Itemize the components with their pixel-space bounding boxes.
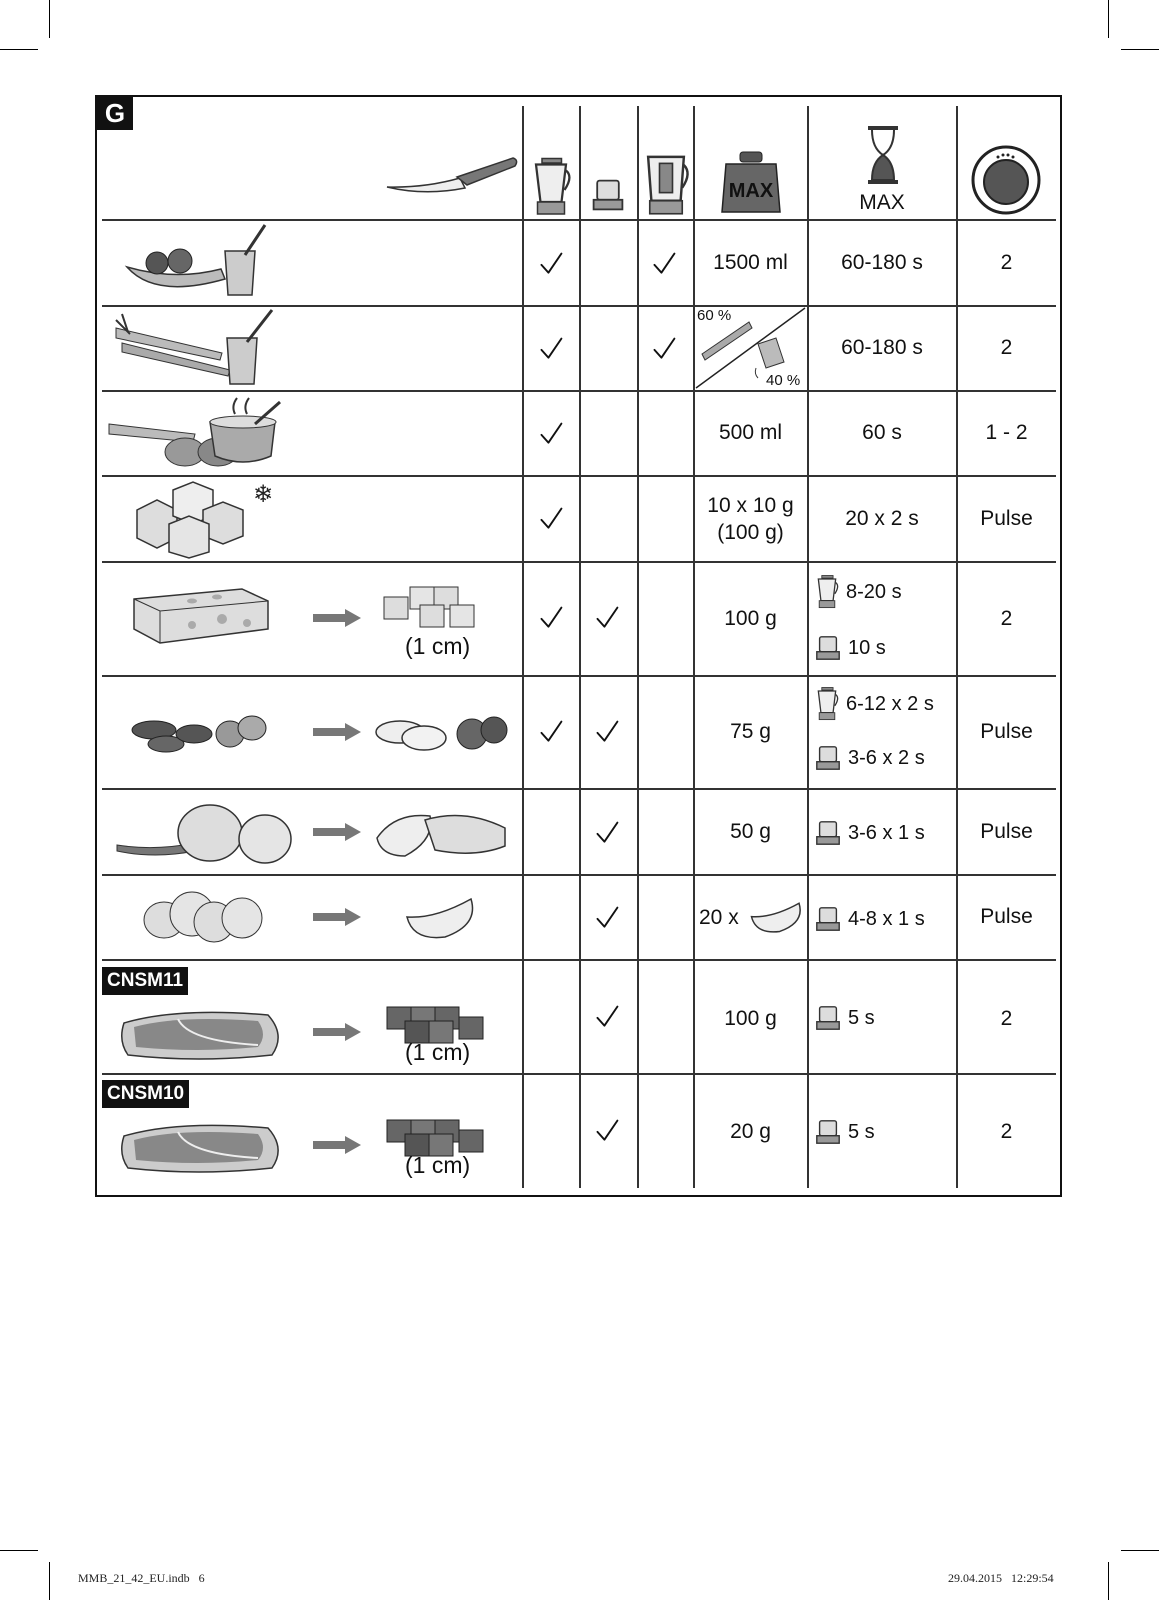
- vegetable-soup-illustration: [105, 394, 285, 472]
- chopper-check: [594, 719, 620, 745]
- onions-illustration: [115, 793, 295, 871]
- time-blender: [814, 574, 902, 610]
- speed-cell: 2: [1000, 1007, 1013, 1030]
- crop-mark: [1108, 1562, 1109, 1600]
- time-blender: [814, 686, 934, 722]
- crop-mark: [0, 1550, 38, 1551]
- hourglass-icon: [866, 124, 900, 186]
- crop-mark: [49, 0, 50, 38]
- quantity-cell: 75 g: [730, 720, 771, 743]
- jug-check: [651, 336, 677, 362]
- max-weight-label: MAX: [728, 180, 774, 202]
- ratio-top-label: 60 %: [697, 307, 732, 324]
- time-value: 5 s: [848, 1120, 875, 1143]
- blender-jar-icon: [814, 574, 840, 610]
- footer-datetime: 29.04.2015 12:29:54: [948, 1571, 1054, 1585]
- food-processor-jug-icon: [640, 152, 692, 217]
- speed-cell: 2: [1000, 1120, 1013, 1143]
- size-label: (1 cm): [405, 1039, 471, 1065]
- time-value: 3-6 x 1 s: [848, 821, 925, 844]
- size-label: (1 cm): [405, 633, 471, 659]
- diced-cheese-illustration: [380, 583, 480, 631]
- row-divider: [102, 1073, 1056, 1075]
- mini-chopper-icon: [814, 634, 842, 662]
- blender-jar-icon: [814, 686, 840, 722]
- time-value: 6-12 x 2 s: [846, 692, 934, 715]
- speed-cell: 2: [1000, 606, 1013, 630]
- ratio-bottom-label: 40 %: [766, 372, 801, 389]
- quantity-cell: 500 ml: [718, 421, 783, 444]
- row-divider: [102, 675, 1056, 677]
- time-cell: 20 x 2 s: [845, 506, 919, 530]
- svg-text:❄: ❄: [253, 480, 274, 508]
- model-badge: CNSM10: [102, 1080, 189, 1108]
- blender-check: [538, 506, 564, 532]
- carrot-juice-illustration: [112, 308, 287, 386]
- time-value: 10 s: [848, 636, 886, 659]
- time-chopper: [814, 744, 925, 772]
- speed-cell: 2: [1000, 250, 1013, 274]
- mini-chopper-icon: [814, 744, 842, 772]
- time-chopper: [814, 634, 886, 662]
- smoothie-illustration: [125, 223, 285, 301]
- time-chopper: [814, 819, 925, 847]
- speed-cell: 2: [1000, 336, 1013, 359]
- chopper-check: [594, 1118, 620, 1144]
- mini-chopper-icon: [814, 1118, 842, 1146]
- time-value: 4-8 x 1 s: [848, 907, 925, 930]
- ice-cubes-illustration: [135, 480, 274, 558]
- quantity-line: 10 x 10 g: [707, 493, 794, 517]
- blender-check: [538, 719, 564, 745]
- quantity-line: (100 g): [717, 520, 784, 544]
- garlic-clove-icon: [750, 900, 802, 934]
- time-value: 5 s: [848, 1006, 875, 1029]
- meat-illustration: [118, 1118, 286, 1174]
- column-divider: [637, 106, 639, 1188]
- blender-jar-icon: [528, 157, 574, 217]
- row-divider: [102, 561, 1056, 563]
- model-badge: CNSM11: [102, 967, 188, 995]
- speed-cell: Pulse: [980, 506, 1033, 530]
- footer-file: MMB_21_42_EU.indb 6: [78, 1571, 205, 1585]
- nuts-illustration: [126, 710, 276, 760]
- quantity-cell: 100 g: [724, 606, 777, 630]
- sliced-onion-illustration: [375, 810, 515, 860]
- time-value: 3-6 x 2 s: [848, 746, 925, 769]
- row-divider: [102, 874, 1056, 876]
- arrow-icon: [313, 908, 361, 926]
- chopper-check: [594, 605, 620, 631]
- crop-mark: [0, 49, 38, 50]
- mini-chopper-icon: [814, 905, 842, 933]
- meat-illustration: [118, 1005, 286, 1061]
- column-divider: [522, 106, 524, 1188]
- time-chopper: [814, 905, 925, 933]
- crop-mark: [49, 1562, 50, 1600]
- blender-check: [538, 251, 564, 277]
- chopped-nuts-illustration: [372, 710, 517, 760]
- chopper-check: [594, 1004, 620, 1030]
- quantity-prefix: 20 x: [699, 906, 739, 929]
- time-cell: 60 s: [862, 421, 902, 444]
- blender-check: [538, 336, 564, 362]
- quantity-cell: 1500 ml: [713, 250, 788, 274]
- quantity-cell: 100 g: [724, 1007, 777, 1030]
- time-cell: 60-180 s: [841, 250, 923, 274]
- arrow-icon: [313, 823, 361, 841]
- crop-mark: [1121, 49, 1159, 50]
- mini-chopper-icon: [814, 819, 842, 847]
- size-label: (1 cm): [405, 1152, 471, 1178]
- max-time-label: MAX: [859, 191, 905, 214]
- blender-check: [538, 605, 564, 631]
- arrow-icon: [313, 1023, 361, 1041]
- time-chopper: [814, 1004, 875, 1032]
- time-chopper: [814, 1118, 875, 1146]
- cheese-illustration: [132, 583, 272, 645]
- quantity-cell: 20 g: [730, 1120, 771, 1143]
- jug-check: [651, 251, 677, 277]
- speed-cell: 1 - 2: [985, 421, 1028, 444]
- arrow-icon: [313, 1136, 361, 1154]
- arrow-icon: [313, 723, 361, 741]
- quantity-cell: 50 g: [730, 819, 771, 843]
- arrow-icon: [313, 609, 361, 627]
- speed-dial-icon: [970, 144, 1042, 216]
- knife-icon: [385, 150, 520, 195]
- column-divider: [579, 106, 581, 1188]
- speed-cell: Pulse: [980, 819, 1033, 843]
- time-value: 8-20 s: [846, 580, 902, 603]
- chopper-check: [594, 905, 620, 931]
- mini-chopper-icon: [814, 1004, 842, 1032]
- row-divider: [102, 788, 1056, 790]
- crop-mark: [1121, 1550, 1159, 1551]
- garlic-clove-illustration: [405, 895, 475, 940]
- time-cell: 60-180 s: [841, 336, 923, 359]
- max-weight-icon: [720, 150, 782, 214]
- garlic-illustration: [142, 888, 267, 944]
- figure-badge: G: [97, 97, 133, 130]
- speed-cell: Pulse: [980, 905, 1033, 928]
- quantity-cell: [694, 476, 807, 561]
- speed-cell: Pulse: [980, 720, 1033, 743]
- mini-chopper-icon: [590, 177, 626, 213]
- row-divider: [102, 959, 1056, 961]
- chopper-check: [594, 820, 620, 846]
- crop-mark: [1108, 0, 1109, 38]
- blender-check: [538, 421, 564, 447]
